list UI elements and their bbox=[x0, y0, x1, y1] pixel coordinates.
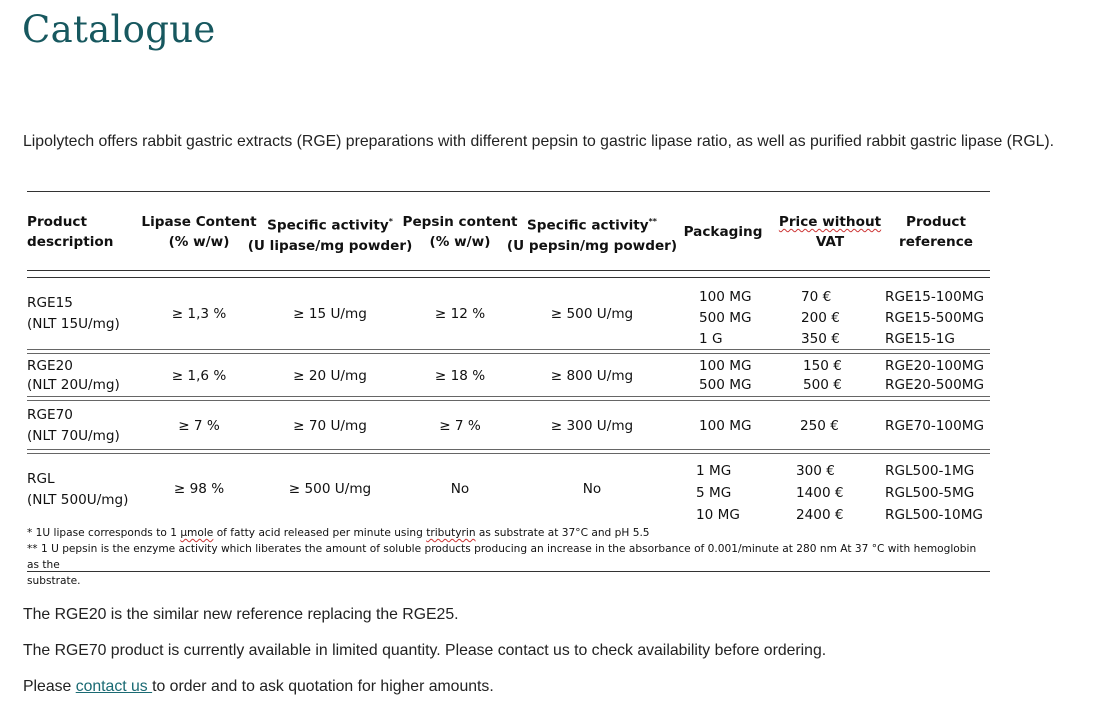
header-product-reference: Product reference bbox=[899, 214, 973, 250]
rgl-spec-pepsin: No bbox=[582, 481, 602, 497]
rge20-reference: RGE20-100MG RGE20-500MG bbox=[885, 358, 984, 393]
rgl-lipase: ≥ 98 % bbox=[173, 481, 225, 497]
footnote-pepsin: ** 1 U pepsin is the enzyme activity which liberates the amount of soluble products producing an increase in the absorbance of 0.001/minute at 280 nm At 37 °C with hemoglobin as the substrate. bbox=[27, 543, 977, 587]
row-rule-3b bbox=[27, 453, 990, 454]
rge15-packaging: 100 MG 500 MG 1 G bbox=[699, 289, 752, 347]
rge20-price: 150 € 500 € bbox=[803, 358, 842, 393]
rge70-pepsin: ≥ 7 % bbox=[439, 418, 481, 434]
rgl-price: 300 € 1400 € 2400 € bbox=[796, 463, 844, 523]
row-rule-1b bbox=[27, 353, 990, 354]
row-rule-1 bbox=[27, 349, 990, 350]
rgl-pepsin: No bbox=[450, 481, 470, 497]
table-row-rge20-name: RGE20 (NLT 20U/mg) bbox=[27, 358, 120, 393]
rge70-spec-lipase: ≥ 70 U/mg bbox=[293, 418, 367, 434]
rge20-packaging: 100 MG 500 MG bbox=[699, 358, 752, 393]
rge70-reference: RGE70-100MG bbox=[885, 418, 984, 434]
rge70-lipase: ≥ 7 % bbox=[178, 418, 220, 434]
row-rule-3 bbox=[27, 449, 990, 450]
table-top-rule bbox=[27, 191, 990, 192]
intro-text: Lipolytech offers rabbit gastric extracts (RGE) preparations with different pepsin to gastric lipase ratio, as well as purified rabbit gastric lipase (RGL). bbox=[23, 133, 1055, 150]
contact-suffix: to order and to ask quotation for higher amounts. bbox=[152, 678, 494, 695]
paragraph-rge20-note: The RGE20 is the similar new reference replacing the RGE25. bbox=[23, 606, 459, 623]
paragraph-contact bbox=[23, 678, 494, 696]
header-packaging: Packaging bbox=[683, 224, 763, 240]
table-row-rge15-name: RGE15 (NLT 15U/mg) bbox=[27, 295, 120, 332]
header-price: Price without VAT bbox=[778, 214, 882, 250]
header-specific-activity-lipase: Specific activity* (U lipase/mg powder) bbox=[247, 217, 413, 254]
page-title: Catalogue bbox=[22, 8, 216, 51]
table-footnotes bbox=[27, 525, 990, 589]
rge15-price: 70 € 200 € 350 € bbox=[801, 289, 840, 347]
rge20-spec-lipase: ≥ 20 U/mg bbox=[293, 368, 367, 384]
rge70-packaging: 100 MG bbox=[699, 418, 752, 434]
table-row-rge70-name: RGE70 (NLT 70U/mg) bbox=[27, 407, 120, 444]
row-rule-2b bbox=[27, 400, 990, 401]
contact-us-link[interactable]: contact us bbox=[75, 678, 153, 695]
rgl-packaging: 1 MG 5 MG 10 MG bbox=[696, 463, 740, 523]
rgl-spec-lipase: ≥ 500 U/mg bbox=[288, 481, 372, 497]
table-row-rgl-name: RGL (NLT 500U/mg) bbox=[27, 471, 129, 508]
catalogue-table bbox=[27, 190, 990, 587]
rge70-price: 250 € bbox=[800, 418, 839, 434]
header-rule-2 bbox=[27, 277, 990, 278]
rge20-lipase: ≥ 1,6 % bbox=[171, 368, 227, 384]
header-specific-activity-pepsin: Specific activity** (U pepsin/mg powder) bbox=[506, 217, 678, 254]
header-pepsin-content: Pepsin content (% w/w) bbox=[402, 214, 518, 250]
rge15-spec-lipase: ≥ 15 U/mg bbox=[293, 306, 367, 322]
rge15-spec-pepsin: ≥ 500 U/mg bbox=[550, 306, 634, 322]
header-product-description: Product description bbox=[27, 214, 114, 250]
rge20-pepsin: ≥ 18 % bbox=[434, 368, 486, 384]
rge20-spec-pepsin: ≥ 800 U/mg bbox=[550, 368, 634, 384]
rge15-lipase: ≥ 1,3 % bbox=[171, 306, 227, 322]
row-rule-2 bbox=[27, 396, 990, 397]
rgl-reference: RGL500-1MG RGL500-5MG RGL500-10MG bbox=[885, 463, 983, 523]
rge70-spec-pepsin: ≥ 300 U/mg bbox=[550, 418, 634, 434]
paragraph-rge70-note: The RGE70 product is currently available in limited quantity. Please contact us to check availability before ordering. bbox=[23, 642, 827, 659]
rge15-pepsin: ≥ 12 % bbox=[434, 306, 486, 322]
footnote-lipase: * 1U lipase corresponds to 1 µmole of fatty acid released per minute using tributyrin as substrate at 37°C and pH 5.5 bbox=[27, 527, 650, 539]
header-rule-1 bbox=[27, 270, 990, 271]
header-lipase-content: Lipase Content (% w/w) bbox=[141, 214, 257, 250]
contact-prefix: Please bbox=[23, 678, 76, 695]
rge15-reference: RGE15-100MG RGE15-500MG RGE15-1G bbox=[885, 289, 984, 347]
